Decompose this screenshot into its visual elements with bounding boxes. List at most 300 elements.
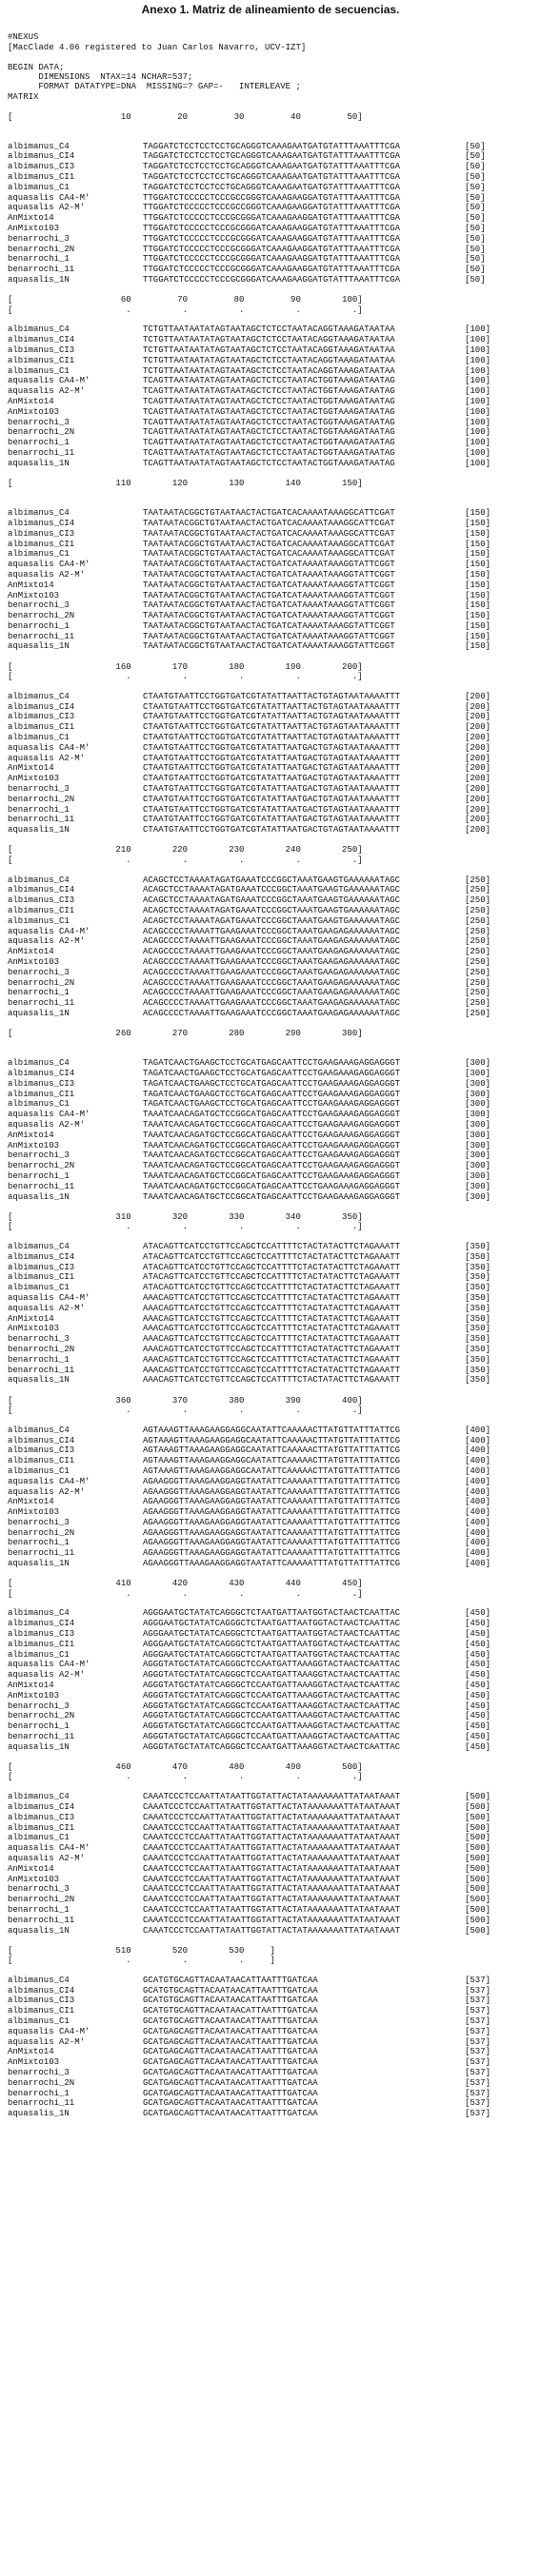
taxon-name: aquasalis_1N <box>8 1008 70 1018</box>
sequence-row <box>8 203 541 213</box>
taxon-name: AnMixto14 <box>8 763 54 774</box>
sequence-row <box>8 1314 541 1325</box>
taxon-name: AnMixto103 <box>8 406 60 417</box>
taxon-name: albimanus_C1 <box>8 549 70 560</box>
taxon-name: albimanus_CI1 <box>8 722 75 733</box>
sequence-row <box>8 733 541 743</box>
taxon-name: albimanus_C1 <box>8 915 70 926</box>
sequence-row <box>8 1090 541 1100</box>
sequence-row <box>8 805 541 816</box>
sequence: TTGGATCTCCCCCTCCCGCGGGATCAAAGAAGGATGTATTTAAATTTCGA <box>143 265 401 275</box>
position-count: [150] <box>465 611 491 621</box>
sequence: ACAGCTCCTAAAATAGATGAAATCCCGGCTAAATGAAGTGAAAAAATAGC <box>143 875 401 885</box>
taxon-name: albimanus_C4 <box>8 1058 70 1069</box>
alignment-block <box>8 1202 541 1386</box>
sequence: TCTGTTAATAATATAGTAATAGCTCTCCTAATACAGGTAAAGATAATAA <box>143 324 395 335</box>
sequence: TAGATCAACTGAAGCTCCTGCATGAGCAATTCCTGAAGAAAGAGGAGGGT <box>143 1089 401 1099</box>
sequence: TCAGTTAATAATATAGTAATAGCTCTCCTAATACTGGTAAAGATAATAG <box>143 427 395 438</box>
sequence-row <box>8 712 541 722</box>
position-count: [537] <box>465 2098 491 2109</box>
sequence: AAACAGTTCATCCTGTTCCAGCTCCATTTTCTACTATACTTCTAGAAATT <box>143 1354 401 1365</box>
taxon-name: benarrochi_2N <box>8 1711 75 1721</box>
block-spacer <box>8 652 541 661</box>
sequence: GCATGTGCAGTTACAATAACATTAATTTGATCAA <box>143 2016 318 2027</box>
position-count: [537] <box>465 1996 491 2006</box>
position-ticks <box>8 488 541 498</box>
taxon-name: albimanus_C4 <box>8 1608 70 1619</box>
position-count: [450] <box>465 1619 491 1629</box>
sequence: ATACAGTTCATCCTGTTCCAGCTCCATTTTCTACTATACTTCTAGAAATT <box>143 1242 401 1251</box>
taxon-name: albimanus_CI3 <box>8 1812 75 1822</box>
position-count: [400] <box>465 1456 491 1466</box>
position-count: [350] <box>465 1303 491 1313</box>
position-ticks <box>8 122 541 131</box>
sequence: ACAGCCCCTAAAATTGAAGAAATCCCGGCTAAATGAAGAGAAAAAATAGC <box>143 998 401 1009</box>
position-ticks <box>8 1039 541 1049</box>
position-count: [450] <box>465 1690 491 1701</box>
taxon-name: AnMixto103 <box>8 1690 60 1701</box>
position-count: [150] <box>465 549 491 560</box>
sequence: AGAAGGGTTAAAGAAGGAGGTAATATTCAAAAATTTATGTTATTTATTCG <box>143 1559 401 1569</box>
taxon-name: aquasalis CA4-M' <box>8 1843 90 1854</box>
position-count: [500] <box>465 1884 491 1895</box>
sequence-row <box>8 1058 541 1069</box>
sequence-row <box>8 1732 541 1742</box>
sequence: CTAATGTAATTCCTGGTGATCGTATATTAATTACTGTAGTAATAAAATTT <box>143 733 401 743</box>
position-count: [537] <box>465 2026 491 2036</box>
sequence-row <box>8 345 541 356</box>
sequence: TCTGTTAATAATATAGTAATAGCTCTCCTAATACAGGTAAAGATAATAA <box>143 335 395 345</box>
sequence: CAAATCCCTCCAATTATAATTGGTATTACTATAAAAAAATTATAATAAAT <box>143 1822 401 1833</box>
taxon-name: benarrochi_1 <box>8 2088 70 2098</box>
taxon-name: albimanus_CI4 <box>8 335 75 345</box>
taxon-name: aquasalis_1N <box>8 1375 70 1386</box>
taxon-name: AnMixto103 <box>8 1140 60 1150</box>
sequence: ACAGCCCCTAAAATTGAAGAAATCCCGGCTAAATGAAGAGAAAAAATAGC <box>143 1008 401 1018</box>
sequence: TAAATCAACAGATGCTCCGGCATGAGCAATTCCTGAAGAAAGAGGAGGGT <box>143 1171 401 1182</box>
taxon-name: AnMixto103 <box>8 2057 60 2068</box>
position-count: [50] <box>465 244 486 254</box>
taxon-name: albimanus_C1 <box>8 365 70 376</box>
sequence-row <box>8 895 541 906</box>
sequence: ACAGCCCCTAAAATTGAAGAAATCCCGGCTAAATGAAGAGAAAAAATAGC <box>143 988 401 998</box>
sequence-row <box>8 142 541 152</box>
sequence: TCAGTTAATAATATAGTAATAGCTCTCCTAATACTGGTAAAGATAATAG <box>143 406 395 417</box>
position-count: [537] <box>465 2047 491 2057</box>
position-count: [50] <box>465 213 486 224</box>
position-count: [400] <box>465 1548 491 1559</box>
sequence: ATACAGTTCATCCTGTTCCAGCTCCATTTTCTACTATACTTCTAGAAATT <box>143 1262 401 1272</box>
position-count: [250] <box>465 926 491 936</box>
sequence-row <box>8 1640 541 1650</box>
sequence: TTGGATCTCCCCCTCCCGCGGGATCAAAGAAGGATGTATTTAAATTTCGA <box>143 233 401 244</box>
position-count: [100] <box>465 427 491 438</box>
taxon-name: benarrochi_1 <box>8 620 70 631</box>
sequence-row <box>8 1608 541 1619</box>
sequence: AAACAGTTCATCCTGTTCCAGCTCCATTTTCTACTATACTTCTAGAAATT <box>143 1344 401 1354</box>
sequence-row <box>8 722 541 733</box>
sequence-row <box>8 988 541 998</box>
position-count: [350] <box>465 1354 491 1365</box>
taxon-name: aquasalis A2-M' <box>8 386 86 397</box>
taxon-name: benarrochi_2N <box>8 2077 75 2088</box>
position-count: [400] <box>465 1497 491 1507</box>
position-count: [250] <box>465 915 491 926</box>
taxon-name: benarrochi_2N <box>8 977 75 988</box>
position-count: [450] <box>465 1721 491 1732</box>
position-count: [400] <box>465 1527 491 1538</box>
position-count: [150] <box>465 641 491 652</box>
alignment-matrix <box>0 102 541 2119</box>
taxon-name: albimanus_CI3 <box>8 345 75 355</box>
sequence: ACAGCCCCTAAAATTGAAGAAATCCCGGCTAAATGAAGAGAAAAAATAGC <box>143 956 401 967</box>
sequence: TAGGATCTCCTCCTCCTGCAGGGTCAAAGAATGATGTATTTAAATTTCGA <box>143 172 401 183</box>
sequence-row <box>8 1293 541 1304</box>
position-count: [450] <box>465 1670 491 1681</box>
taxon-name: albimanus_CI1 <box>8 1639 75 1649</box>
taxon-name: albimanus_CI1 <box>8 1089 75 1099</box>
sequence: AGTAAAGTTAAAGAAGGAGGCAATATTCAAAAACTTATGTTATTTATTCG <box>143 1435 401 1445</box>
position-count: [450] <box>465 1741 491 1752</box>
sequence-row <box>8 335 541 345</box>
sequence: TAAATCAACAGATGCTCCGGCATGAGCAATTCCTGAAGAAAGAGGAGGGT <box>143 1140 401 1150</box>
sequence: AAACAGTTCATCCTGTTCCAGCTCCATTTTCTACTATACTTCTAGAAATT <box>143 1365 401 1375</box>
sequence: AGGGTATGCTATATCAGGGCTCCAATGATTAAAGGTACTAACTCAATTAC <box>143 1690 401 1701</box>
position-count: [350] <box>465 1242 491 1251</box>
taxon-name: benarrochi_11 <box>8 265 75 275</box>
sequence-row <box>8 1345 541 1355</box>
position-count: [150] <box>465 631 491 641</box>
taxon-name: albimanus_CI3 <box>8 1996 75 2006</box>
sequence: TAGGATCTCCTCCTCCTGCAGGGTCAAAGAATGATGTATTTAAATTTCGA <box>143 162 401 172</box>
taxon-name: aquasalis CA4-M' <box>8 1476 90 1486</box>
taxon-name: albimanus_CI4 <box>8 1069 75 1079</box>
sequence-row <box>8 1192 541 1203</box>
taxon-name: aquasalis_1N <box>8 641 70 652</box>
sequence: AGAAGGGTTAAAGAAGGAGGTAATATTCAAAAATTTATGTTATTTATTCG <box>143 1497 401 1507</box>
taxon-name: albimanus_C4 <box>8 141 70 151</box>
position-count: [100] <box>465 417 491 427</box>
position-count: [100] <box>465 438 491 448</box>
position-count: [50] <box>465 224 486 234</box>
sequence: AGAAGGGTTAAAGAAGGAGGTAATATTCAAAAATTTATGTTATTTATTCG <box>143 1507 401 1518</box>
sequence: CAAATCCCTCCAATTATAATTGGTATTACTATAAAAAAATTATAATAAAT <box>143 1812 401 1822</box>
sequence-row <box>8 1252 541 1263</box>
sequence: CTAATGTAATTCCTGGTGATCGTATATTAATGACTGTAGTAATAAAATTT <box>143 815 401 825</box>
sequence-row <box>8 224 541 234</box>
sequence: AGAAGGGTTAAAGAAGGAGGTAATATTCAAAAATTTATGTTATTTATTCG <box>143 1538 401 1548</box>
sequence: TAATAATACGGCTGTAATAACTACTGATCATAAAATAAAGGTATTCGGT <box>143 620 395 631</box>
taxon-name: benarrochi_1 <box>8 254 70 265</box>
taxon-name: albimanus_C4 <box>8 1975 70 1985</box>
position-count: [500] <box>465 1895 491 1905</box>
taxon-name: benarrochi_1 <box>8 988 70 998</box>
taxon-name: benarrochi_2N <box>8 1161 75 1171</box>
sequence-row <box>8 254 541 265</box>
position-count: [500] <box>465 1874 491 1884</box>
sequence-row <box>8 1711 541 1721</box>
sequence-row <box>8 193 541 204</box>
sequence-row <box>8 1507 541 1518</box>
taxon-name: aquasalis CA4-M' <box>8 192 90 203</box>
position-count: [50] <box>465 265 486 275</box>
sequence-row <box>8 2109 541 2119</box>
alignment-block <box>8 102 541 285</box>
taxon-name: aquasalis CA4-M' <box>8 560 90 570</box>
sequence: AGGGTATGCTATATCAGGGCTCCAATGATTAAAGGTACTAACTCAATTAC <box>143 1670 401 1681</box>
sequence-row <box>8 875 541 886</box>
position-count: [50] <box>465 254 486 265</box>
block-spacer <box>8 1049 541 1058</box>
sequence-row <box>8 265 541 275</box>
taxon-name: AnMixto14 <box>8 947 54 957</box>
sequence: ACAGCCCCTAAAATTGAAGAAATCCCGGCTAAATGAAGAGAAAAAATAGC <box>143 936 401 947</box>
position-count: [200] <box>465 733 491 743</box>
taxon-name: benarrochi_1 <box>8 804 70 815</box>
sequence: TAAATCAACAGATGCTCCGGCATGAGCAATTCCTGAAGAAAGAGGAGGGT <box>143 1130 401 1140</box>
sequence-row <box>8 448 541 459</box>
taxon-name: albimanus_CI1 <box>8 2006 75 2016</box>
taxon-name: benarrochi_11 <box>8 1915 75 1925</box>
position-count: [300] <box>465 1150 491 1161</box>
position-count: [300] <box>465 1069 491 1079</box>
taxon-name: albimanus_CI3 <box>8 1078 75 1089</box>
taxon-name: aquasalis CA4-M' <box>8 1292 90 1303</box>
position-count: [300] <box>465 1181 491 1191</box>
position-count: [450] <box>465 1701 491 1711</box>
taxon-name: benarrochi_3 <box>8 1517 70 1527</box>
sequence-row <box>8 1986 541 1996</box>
sequence-row <box>8 1110 541 1120</box>
position-count: [100] <box>465 355 491 365</box>
sequence: TAATAATACGGCTGTAATAACTACTGATCACAAAATAAAGGCATTCGAT <box>143 549 395 560</box>
sequence: ATACAGTTCATCCTGTTCCAGCTCCATTTTCTACTATACTTCTAGAAATT <box>143 1251 401 1262</box>
position-count: [537] <box>465 2036 491 2047</box>
sequence: GCATGTGCAGTTACAATAACATTAATTTGATCAA <box>143 2006 318 2016</box>
sequence-row <box>8 1916 541 1926</box>
sequence-row <box>8 1426 541 1436</box>
sequence-row <box>8 418 541 428</box>
position-ruler: [ 410 420 430 440 450] <box>8 1579 363 1589</box>
sequence-row <box>8 1742 541 1753</box>
sequence: TAAATCAACAGATGCTCCGGCATGAGCAATTCCTGAAGAAAGAGGAGGGT <box>143 1110 401 1120</box>
sequence-row <box>8 245 541 255</box>
position-count: [250] <box>465 875 491 885</box>
sequence-row <box>8 2037 541 2048</box>
sequence: TAATAATACGGCTGTAATAACTACTGATCACAAAATAAAGGCATTCGAT <box>143 518 395 528</box>
position-count: [300] <box>465 1161 491 1171</box>
sequence: AGAAGGGTTAAAGAAGGAGGTAATATTCAAAAATTTATGTTATTTATTCG <box>143 1476 401 1486</box>
sequence: TTGGATCTCCCCCTCCCGCGGGATCAAAGAAGGATGTATTTAAATTTCGA <box>143 275 401 285</box>
sequence-row <box>8 1069 541 1079</box>
sequence-row <box>8 1802 541 1813</box>
header-line <box>8 52 541 62</box>
sequence-row <box>8 1120 541 1131</box>
sequence-row <box>8 438 541 448</box>
sequence-row <box>8 1242 541 1252</box>
sequence-row <box>8 978 541 989</box>
sequence-row <box>8 1528 541 1539</box>
position-count: [100] <box>465 324 491 335</box>
sequence-row <box>8 2016 541 2027</box>
sequence: CTAATGTAATTCCTGGTGATCGTATATTAATTACTGTAGTAATAAAATTT <box>143 712 401 722</box>
sequence-row <box>8 1854 541 1864</box>
position-count: [200] <box>465 804 491 815</box>
sequence-row <box>8 1445 541 1456</box>
taxon-name: benarrochi_11 <box>8 998 75 1009</box>
sequence: TAATAATACGGCTGTAATAACTACTGATCATAAAATAAAGGTATTCGGT <box>143 641 395 652</box>
sequence: AAACAGTTCATCCTGTTCCAGCTCCATTTTCTACTATACTTCTAGAAATT <box>143 1324 401 1334</box>
sequence-row <box>8 621 541 632</box>
position-count: [50] <box>465 233 486 244</box>
taxon-name: albimanus_C1 <box>8 182 70 192</box>
sequence: AGTAAAGTTAAAGAAGGAGGCAATATTCAAAAACTTATGTTATTTATTCG <box>143 1456 401 1466</box>
position-ticks: [ . . . . .] <box>8 305 363 315</box>
taxon-name: albimanus_CI1 <box>8 1272 75 1283</box>
taxon-name: benarrochi_2N <box>8 1895 75 1905</box>
position-count: [500] <box>465 1801 491 1812</box>
sequence: AGGGAATGCTATATCAGGGCTCTAATGATTAATGGTACTAACTCAATTAC <box>143 1608 401 1619</box>
position-count: [500] <box>465 1915 491 1925</box>
sequence-row <box>8 570 541 580</box>
taxon-name: albimanus_CI3 <box>8 1629 75 1640</box>
position-count: [500] <box>465 1843 491 1854</box>
sequence-row <box>8 927 541 937</box>
taxon-name: albimanus_CI4 <box>8 701 75 712</box>
position-count: [500] <box>465 1792 491 1802</box>
position-count: [100] <box>465 365 491 376</box>
sequence-row <box>8 2098 541 2109</box>
taxon-name: albimanus_C1 <box>8 2016 70 2027</box>
sequence-row <box>8 2006 541 2016</box>
position-count: [150] <box>465 508 491 519</box>
taxon-name: benarrochi_11 <box>8 2098 75 2109</box>
taxon-name: albimanus_C4 <box>8 691 70 701</box>
taxon-name: benarrochi_1 <box>8 1721 70 1732</box>
sequence: AAACAGTTCATCCTGTTCCAGCTCCATTTTCTACTATACTTCTAGAAATT <box>143 1292 401 1303</box>
sequence: GCATGTGCAGTTACAATAACATTAATTTGATCAA <box>143 1985 318 1996</box>
position-ticks: [ . . . . .] <box>8 672 363 682</box>
sequence-row <box>8 1548 541 1559</box>
sequence-row <box>8 427 541 438</box>
alignment-block <box>8 652 541 836</box>
taxon-name: benarrochi_1 <box>8 438 70 448</box>
sequence-row <box>8 580 541 591</box>
sequence: AGTAAAGTTAAAGAAGGAGGCAATATTCAAAAACTTATGTTATTTATTCG <box>143 1465 401 1476</box>
position-count: [500] <box>465 1925 491 1936</box>
taxon-name: AnMixto103 <box>8 956 60 967</box>
sequence-row <box>8 1497 541 1507</box>
position-count: [450] <box>465 1660 491 1670</box>
position-ruler: [ 460 470 480 490 500] <box>8 1761 363 1772</box>
sequence-row <box>8 1976 541 1986</box>
sequence: TCAGTTAATAATATAGTAATAGCTCTCCTAATACTGGTAAAGATAATAG <box>143 396 395 406</box>
sequence-row <box>8 611 541 621</box>
position-count: [450] <box>465 1711 491 1721</box>
sequence: TAAATCAACAGATGCTCCGGCATGAGCAATTCCTGAAGAAAGAGGAGGGT <box>143 1181 401 1191</box>
header-line: MATRIX <box>8 91 39 102</box>
position-ticks: [ . . . . .] <box>8 855 363 865</box>
taxon-name: albimanus_C1 <box>8 1099 70 1110</box>
position-count: [500] <box>465 1833 491 1843</box>
sequence-row <box>8 906 541 916</box>
sequence-row <box>8 2057 541 2068</box>
taxon-name: aquasalis_1N <box>8 1925 70 1936</box>
position-ticks: [ . . . . .] <box>8 1405 363 1415</box>
position-count: [300] <box>465 1110 491 1120</box>
sequence-row <box>8 1721 541 1732</box>
sequence: GCATGAGCAGTTACAATAACATTAATTTGATCAA <box>143 2047 318 2057</box>
sequence-row <box>8 1875 541 1885</box>
position-count: [450] <box>465 1629 491 1640</box>
sequence-row <box>8 1660 541 1670</box>
sequence: TTGGATCTCCCCCTCCCGCGGGATCAAAGAAGGATGTATTTAAATTTCGA <box>143 244 401 254</box>
sequence-row <box>8 632 541 642</box>
sequence-row <box>8 1283 541 1293</box>
position-count: [100] <box>465 458 491 468</box>
sequence-row <box>8 1079 541 1090</box>
taxon-name: albimanus_C4 <box>8 324 70 335</box>
block-spacer <box>8 1599 541 1608</box>
block-spacer <box>8 1386 541 1395</box>
position-count: [537] <box>465 2088 491 2098</box>
sequence-row <box>8 1996 541 2006</box>
sequence-row <box>8 1324 541 1334</box>
sequence: CAAATCCCTCCAATTATAATTGGTATTACTATAAAAAAATTATAATAAAT <box>143 1884 401 1895</box>
sequence: TAATAATACGGCTGTAATAACTACTGATCATAAAATAAAGGTATTCGGT <box>143 611 395 621</box>
sequence-row <box>8 1691 541 1701</box>
sequence-row <box>8 519 541 529</box>
block-spacer <box>8 1202 541 1211</box>
taxon-name: aquasalis A2-M' <box>8 569 86 580</box>
position-count: [100] <box>465 386 491 397</box>
block-spacer <box>8 1019 541 1029</box>
position-count: [350] <box>465 1272 491 1283</box>
taxon-name: aquasalis_1N <box>8 275 70 285</box>
taxon-name: aquasalis A2-M' <box>8 203 86 213</box>
sequence: TTGGATCTCCCCCTCCCGCGGGATCAAAGAAGGATGTATTTAAATTTCGA <box>143 224 401 234</box>
sequence-row <box>8 947 541 957</box>
taxon-name: albimanus_CI4 <box>8 1801 75 1812</box>
sequence-row <box>8 1670 541 1681</box>
position-count: [150] <box>465 580 491 590</box>
taxon-name: aquasalis A2-M' <box>8 1486 86 1497</box>
sequence: GCATGAGCAGTTACAATAACATTAATTTGATCAA <box>143 2098 318 2109</box>
position-count: [400] <box>465 1538 491 1548</box>
sequence-row <box>8 549 541 560</box>
taxon-name: benarrochi_2N <box>8 427 75 438</box>
sequence-row <box>8 1099 541 1110</box>
taxon-name: albimanus_CI3 <box>8 1445 75 1456</box>
taxon-name: benarrochi_2N <box>8 244 75 254</box>
position-ruler: [ 160 170 180 190 200] <box>8 661 363 672</box>
sequence-row <box>8 702 541 713</box>
sequence: AAACAGTTCATCCTGTTCCAGCTCCATTTTCTACTATACTTCTAGAAATT <box>143 1334 401 1345</box>
position-ruler: [ 310 320 330 340 350] <box>8 1211 363 1222</box>
taxon-name: benarrochi_3 <box>8 417 70 427</box>
sequence: TCAGTTAATAATATAGTAATAGCTCTCCTAATACTGGTAAAGATAATAG <box>143 376 395 386</box>
position-count: [250] <box>465 947 491 957</box>
position-count: [200] <box>465 815 491 825</box>
taxon-name: benarrochi_11 <box>8 1548 75 1559</box>
taxon-name: benarrochi_11 <box>8 1365 75 1375</box>
sequence-row <box>8 407 541 418</box>
taxon-name: albimanus_CI1 <box>8 539 75 549</box>
position-count: [450] <box>465 1639 491 1649</box>
position-count: [300] <box>465 1058 491 1069</box>
position-count: [350] <box>465 1375 491 1386</box>
position-count: [200] <box>465 701 491 712</box>
